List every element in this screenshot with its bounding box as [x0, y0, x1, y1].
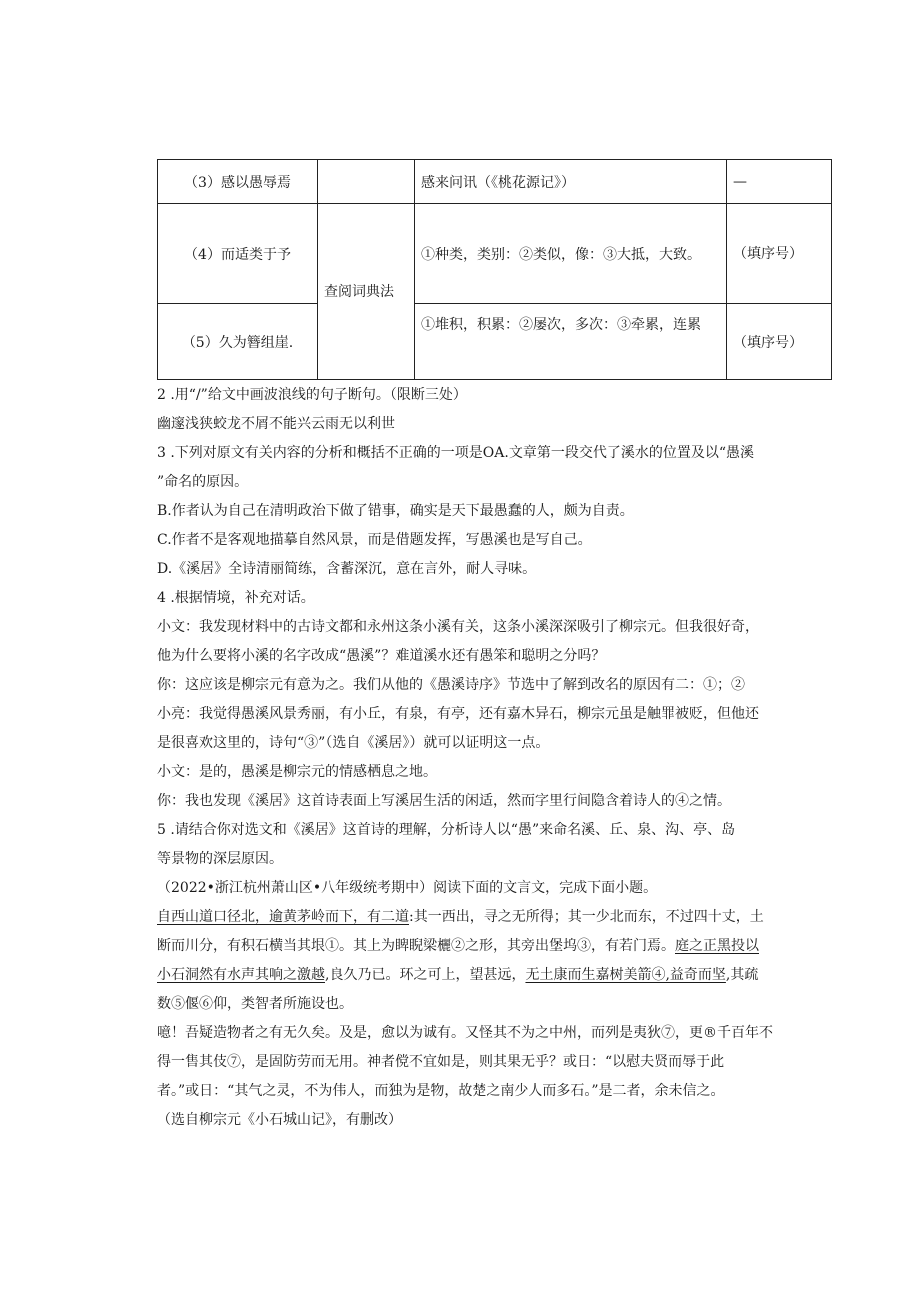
question-3-option-c: C.作者不是客观地描摹自然风景，而是借题发挥，写愚溪也是写自己。: [157, 532, 592, 548]
table-cell-item: （5）久为簪组崖.: [158, 304, 318, 380]
question-2-prompt: 2 .用“/”给文中画波浪线的句子断句。（限断三处）: [157, 387, 467, 403]
method-label: 查阅词典法: [324, 283, 394, 300]
question-5-prompt: 5 .请结合你对选文和《溪居》这首诗的理解，分析诗人以“愚”来命名溪、丘、泉、沟、亭、岛: [157, 822, 736, 838]
table-cell-method: [318, 204, 415, 380]
underlined-phrase: 庭之正黑投以: [675, 938, 759, 954]
dialogue-line: 小文：是的，愚溪是柳宗元的情感栖息之地。: [157, 764, 437, 780]
table-cell-source: 感来问讯（《桃花源记》）: [415, 160, 727, 204]
dialogue-line: 小文：我发现材料中的古诗文都和永州这条小溪有关，这条小溪深深吸引了柳宗元。但我很好奇，: [157, 619, 759, 635]
passage-line: [157, 964, 758, 984]
dialogue-line: 你：这应该是柳宗元有意为之。我们从他的《愚溪诗序》节选中了解到改名的原因有二：①；②: [157, 677, 745, 693]
table-cell-answer: （填序号）: [727, 304, 832, 380]
passage-line: [157, 935, 759, 955]
table-cell-meanings: ①种类，类别：②类似，像：③大抵，大致。: [415, 204, 727, 304]
underlined-phrase: 小石洞然有水声其响之激越: [157, 967, 325, 983]
table-row: [158, 160, 832, 204]
passage-text: :其一西出，寻之无所得；其一少北而东，不过四十丈，土: [409, 909, 764, 925]
question-3-prompt: 3 .下列对原文有关内容的分析和概括不正确的一项是OA.文章第一段交代了溪水的位置及以“愚溪: [157, 445, 755, 461]
passage-text: ,其疏: [725, 967, 759, 983]
table-cell-item: （4）而适类于予: [158, 204, 318, 304]
dialogue-line: 你：我也发现《溪居》这首诗表面上写溪居生活的闲适，然而字里行间隐含着诗人的④之情。: [157, 793, 731, 809]
question-3-option-d: D.《溪居》全诗清丽简练，含蓄深沉，意在言外，耐人寻味。: [157, 561, 537, 577]
dialogue-line: 是很喜欢这里的，诗句“③”（选自《溪居》）就可以证明这一点。: [157, 735, 550, 751]
table-cell-answer: （填序号）: [727, 204, 832, 304]
dialogue-line: 小亮：我觉得愚溪风景秀丽，有小丘，有泉，有亭，还有嘉木异石，柳宗元虽是触罪被贬，但他还: [157, 706, 759, 722]
dialogue-line: 他为什么要将小溪的名字改成“愚溪”？难道溪水还有愚笨和聪明之分吗？: [157, 648, 606, 664]
table-cell-item: （3）感以愚辱焉: [158, 160, 318, 204]
question-2-sentence: 幽邃浅狭蛟龙不屑不能兴云雨无以利世: [157, 416, 395, 432]
passage-source: （选自柳宗元《小石城山记》，有删改）: [157, 1112, 402, 1128]
passage-line: 噫！吾疑造物者之有无久矣。及是，愈以为诚有。又怪其不为之中州，而列是夷狄⑦，更®千百年不: [157, 1025, 773, 1041]
table-cell-answer: —: [727, 160, 832, 204]
table-cell-method: [318, 160, 415, 204]
passage-line: 得一售其伎⑦，是固防劳而无用。神者傥不宜如是，则其果无乎？或日：“以慰夫贤而辱于此: [157, 1054, 725, 1070]
table-row: [158, 204, 832, 304]
word-meaning-table: [157, 159, 832, 380]
passage-line: [157, 906, 764, 926]
question-5-prompt-cont: 等景物的深层原因。: [157, 851, 283, 867]
question-4-prompt: 4 .根据情境，补充对话。: [157, 590, 315, 606]
question-3-option-b: B.作者认为自己在清明政治下做了错事，确实是天下最愚蠢的人，颇为自责。: [157, 503, 634, 519]
question-3-prompt-cont: ”命名的原因。: [157, 474, 249, 490]
table-cell-meanings: ①堆积，积累：②屡次，多次：③牵累，连累: [415, 304, 727, 380]
passage-text: ,良久乃已。环之可上，望甚远，: [325, 967, 526, 983]
passage-line: 者。”或日：“其气之灵，不为伟人，而独为是物，故楚之南少人而多石。”是二者，余未信之。: [157, 1083, 725, 1099]
underlined-phrase: 自西山道口径北，逾黄茅岭而下，有二道: [157, 909, 409, 925]
underlined-phrase: 无土康而生嘉树美箭④,益奇而坚: [525, 967, 726, 983]
passage-line: 数⑤偃⑥仰，类智者所施设也。: [157, 996, 353, 1012]
passage-text: 断而川分，有积石横当其垠①。其上为睥睨梁欐②之形，其旁出堡坞③，有若门焉。: [157, 938, 675, 954]
passage-header: （2022•浙江杭州萧山区•八年级统考期中）阅读下面的文言文，完成下面小题。: [157, 880, 658, 896]
table-row: [158, 304, 832, 380]
